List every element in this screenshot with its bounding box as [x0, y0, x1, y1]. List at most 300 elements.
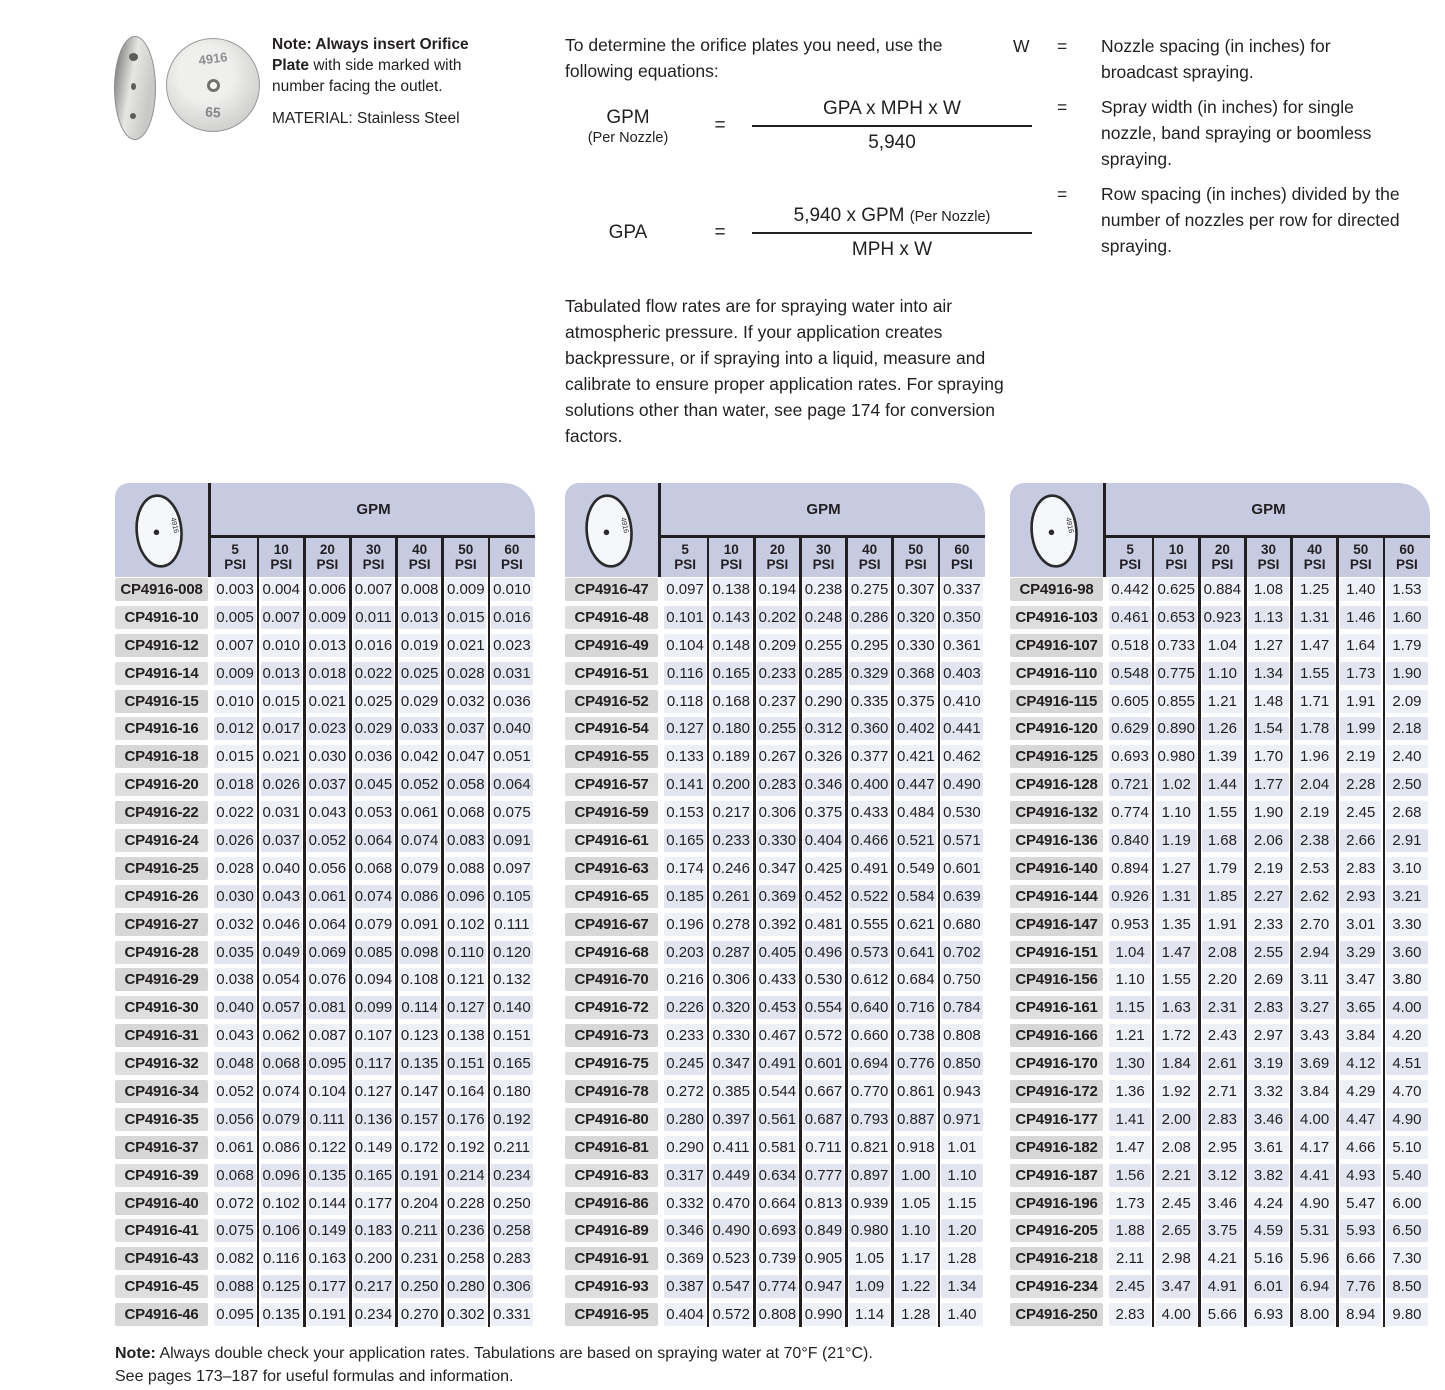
psi-column-header: 30 PSI — [362, 542, 385, 573]
gpm-value: 0.258 — [445, 1247, 486, 1270]
table-row — [115, 1080, 535, 1103]
gpm-value: 0.191 — [399, 1164, 440, 1187]
table-row — [565, 606, 985, 629]
gpm-value: 0.083 — [445, 829, 486, 852]
gpm-value: 0.102 — [445, 913, 486, 936]
gpm-value: 3.84 — [1340, 1024, 1381, 1047]
gpm-value: 0.421 — [895, 745, 936, 768]
gpm-value: 0.028 — [214, 857, 255, 880]
gpm-value: 0.068 — [214, 1164, 255, 1187]
gpm-value: 0.151 — [445, 1052, 486, 1075]
gpm-value: 3.69 — [1294, 1052, 1335, 1075]
part-number: CP4916-250 — [1010, 1303, 1103, 1326]
part-number: CP4916-120 — [1010, 717, 1103, 740]
gpm-value: 0.711 — [803, 1136, 844, 1159]
gpm-value: 0.403 — [941, 662, 982, 685]
gpm-value: 0.102 — [261, 1192, 302, 1215]
table-row — [565, 1275, 985, 1298]
gpm-value: 0.015 — [261, 690, 302, 713]
gpm-value: 0.017 — [261, 717, 302, 740]
gpm-value: 0.185 — [664, 885, 705, 908]
gpm-value: 2.98 — [1156, 1247, 1197, 1270]
gpm-value: 1.64 — [1340, 634, 1381, 657]
part-number: CP4916-125 — [1010, 745, 1103, 768]
gpm-value: 0.346 — [803, 773, 844, 796]
gpm-value: 0.007 — [261, 606, 302, 629]
part-number: CP4916-144 — [1010, 885, 1103, 908]
part-number: CP4916-29 — [115, 968, 208, 991]
gpm-value: 2.69 — [1248, 968, 1289, 991]
gpm-value: 3.75 — [1202, 1219, 1243, 1242]
part-number: CP4916-52 — [565, 690, 658, 713]
gpm-value: 0.135 — [307, 1164, 348, 1187]
gpm-value: 0.739 — [757, 1247, 798, 1270]
gpm-value: 0.211 — [399, 1219, 440, 1242]
gpm-value: 0.278 — [711, 913, 752, 936]
gpm-value: 0.897 — [849, 1164, 890, 1187]
gpm-value: 0.047 — [445, 745, 486, 768]
table-row — [565, 941, 985, 964]
gpm-value: 0.280 — [664, 1108, 705, 1131]
gpm-value: 3.01 — [1340, 913, 1381, 936]
gpm-value: 0.855 — [1156, 690, 1197, 713]
gpm-value: 0.040 — [214, 996, 255, 1019]
part-number: CP4916-95 — [565, 1303, 658, 1326]
psi-column-header: 40 PSI — [408, 542, 431, 573]
gpm-value: 2.68 — [1386, 801, 1427, 824]
per-nozzle-label: (Per Nozzle) — [587, 129, 669, 146]
gpm-value: 0.402 — [895, 717, 936, 740]
gpm-value: 0.496 — [803, 941, 844, 964]
plate-side-view — [114, 36, 156, 140]
gpm-value: 3.46 — [1202, 1192, 1243, 1215]
gpm-value: 0.074 — [353, 885, 394, 908]
part-number: CP4916-156 — [1010, 968, 1103, 991]
part-number: CP4916-45 — [115, 1275, 208, 1298]
gpm-value: 0.572 — [711, 1303, 752, 1326]
gpm-value: 0.138 — [445, 1024, 486, 1047]
gpm-value: 0.462 — [941, 745, 982, 768]
gpm-value: 0.267 — [757, 745, 798, 768]
gpm-value: 0.013 — [399, 606, 440, 629]
gpm-value: 1.91 — [1202, 913, 1243, 936]
gpm-value: 0.140 — [491, 996, 532, 1019]
gpm-value: 0.177 — [307, 1275, 348, 1298]
gpm-value: 0.168 — [711, 690, 752, 713]
gpm-value: 0.045 — [353, 773, 394, 796]
gpm-value: 0.275 — [849, 578, 890, 601]
gpm-value: 0.037 — [307, 773, 348, 796]
gpm-column-group-header: GPM — [1251, 500, 1286, 518]
gpm-value: 2.19 — [1294, 801, 1335, 824]
table-row — [1010, 829, 1430, 852]
gpm-value: 0.016 — [491, 606, 532, 629]
table-row — [115, 1192, 535, 1215]
table-row — [115, 1303, 535, 1326]
gpa-equation-lhs — [568, 222, 688, 244]
gpm-value: 0.053 — [353, 801, 394, 824]
gpm-value: 0.953 — [1109, 913, 1150, 936]
gpm-value: 0.890 — [1156, 717, 1197, 740]
gpm-value: 0.693 — [1109, 745, 1150, 768]
table-row — [115, 745, 535, 768]
gpm-value: 0.163 — [307, 1247, 348, 1270]
gpm-value: 3.84 — [1294, 1080, 1335, 1103]
table-header — [1010, 483, 1430, 577]
gpm-value: 0.048 — [214, 1052, 255, 1075]
psi-column-header: 10 PSI — [720, 542, 743, 573]
gpm-value: 1.40 — [1340, 578, 1381, 601]
gpm-value: 0.122 — [307, 1136, 348, 1159]
gpm-value: 1.47 — [1109, 1136, 1150, 1159]
gpm-value: 0.234 — [353, 1303, 394, 1326]
part-number: CP4916-107 — [1010, 634, 1103, 657]
gpm-value: 0.347 — [711, 1052, 752, 1075]
gpm-value: 1.27 — [1248, 634, 1289, 657]
gpm-value: 0.096 — [261, 1164, 302, 1187]
table-row — [115, 968, 535, 991]
column-divider — [1244, 535, 1247, 1327]
gpm-value: 0.172 — [399, 1136, 440, 1159]
table-row — [115, 1164, 535, 1187]
psi-column-header: 60 PSI — [951, 542, 973, 573]
gpm-value: 1.73 — [1109, 1192, 1150, 1215]
gpm-value: 0.330 — [757, 829, 798, 852]
gpm-value: 2.45 — [1340, 801, 1381, 824]
gpm-value: 0.347 — [757, 857, 798, 880]
part-number: CP4916-26 — [115, 885, 208, 908]
gpm-value: 0.005 — [214, 606, 255, 629]
gpm-value: 6.00 — [1386, 1192, 1427, 1215]
gpm-value: 0.894 — [1109, 857, 1150, 880]
gpm-value: 0.025 — [353, 690, 394, 713]
gpm-value: 0.035 — [214, 941, 255, 964]
gpm-value: 3.19 — [1248, 1052, 1289, 1075]
gpm-value: 0.405 — [757, 941, 798, 964]
gpm-value: 0.052 — [399, 773, 440, 796]
gpm-value: 0.091 — [491, 829, 532, 852]
gpm-value: 2.83 — [1202, 1108, 1243, 1131]
gpm-value: 3.21 — [1386, 885, 1427, 908]
part-number: CP4916-20 — [115, 773, 208, 796]
gpm-value: 1.55 — [1202, 801, 1243, 824]
gpm-value: 0.022 — [353, 662, 394, 685]
gpm-value: 0.165 — [491, 1052, 532, 1075]
gpm-value: 0.106 — [261, 1219, 302, 1242]
gpm-value: 1.60 — [1386, 606, 1427, 629]
psi-column-header: 40 PSI — [858, 542, 881, 573]
gpm-value: 0.721 — [1109, 773, 1150, 796]
part-number: CP4916-93 — [565, 1275, 658, 1298]
table-row — [115, 1024, 535, 1047]
gpm-value: 0.306 — [757, 801, 798, 824]
gpm-value: 0.194 — [757, 578, 798, 601]
gpm-value: 0.191 — [307, 1303, 348, 1326]
equals-sign: = — [1057, 36, 1068, 56]
gpm-value: 0.061 — [399, 801, 440, 824]
gpm-value: 0.280 — [445, 1275, 486, 1298]
gpm-value: 0.217 — [711, 801, 752, 824]
gpm-value: 0.068 — [261, 1052, 302, 1075]
orifice-plate-icon — [1018, 489, 1098, 573]
gpm-value: 2.93 — [1340, 885, 1381, 908]
part-number: CP4916-65 — [565, 885, 658, 908]
gpm-value: 0.043 — [307, 801, 348, 824]
gpm-value: 1.26 — [1202, 717, 1243, 740]
gpm-value: 0.634 — [757, 1164, 798, 1187]
part-number: CP4916-161 — [1010, 996, 1103, 1019]
gpm-value: 1.92 — [1156, 1080, 1197, 1103]
gpm-value: 2.94 — [1294, 941, 1335, 964]
gpm-value: 0.098 — [399, 941, 440, 964]
gpm-value: 0.036 — [353, 745, 394, 768]
gpm-value: 0.013 — [261, 662, 302, 685]
gpm-value: 0.467 — [757, 1024, 798, 1047]
gpm-value: 0.003 — [214, 578, 255, 601]
gpm-value: 0.918 — [895, 1136, 936, 1159]
table-row — [115, 773, 535, 796]
gpm-value: 0.605 — [1109, 690, 1150, 713]
gpm-value: 4.17 — [1294, 1136, 1335, 1159]
gpm-value: 1.15 — [941, 1192, 982, 1215]
gpm-value: 1.44 — [1202, 773, 1243, 796]
insert-note — [272, 34, 490, 97]
psi-column-header: 10 PSI — [1165, 542, 1188, 573]
gpm-value: 1.21 — [1202, 690, 1243, 713]
gpm-value: 0.980 — [849, 1219, 890, 1242]
gpm-value: 0.095 — [214, 1303, 255, 1326]
part-number: CP4916-75 — [565, 1052, 658, 1075]
gpm-value: 0.165 — [353, 1164, 394, 1187]
gpm-value: 0.015 — [214, 745, 255, 768]
orifice-plates-photo — [108, 30, 258, 142]
part-number: CP4916-182 — [1010, 1136, 1103, 1159]
gpa-numerator-note: (Per Nozzle) — [909, 209, 991, 225]
table-row — [1010, 1108, 1430, 1131]
gpm-value: 0.490 — [711, 1219, 752, 1242]
table-row — [565, 829, 985, 852]
gpm-value: 0.470 — [711, 1192, 752, 1215]
psi-column-header: 5 PSI — [1119, 542, 1141, 573]
gpm-value: 0.010 — [261, 634, 302, 657]
gpm-value: 0.861 — [895, 1080, 936, 1103]
gpm-value: 0.057 — [261, 996, 302, 1019]
gpm-value: 5.16 — [1248, 1247, 1289, 1270]
gpm-value: 1.05 — [849, 1247, 890, 1270]
table-row — [115, 829, 535, 852]
gpm-value: 3.47 — [1340, 968, 1381, 991]
gpm-value: 4.66 — [1340, 1136, 1381, 1159]
gpm-value: 1.10 — [941, 1164, 982, 1187]
gpm-value: 0.530 — [941, 801, 982, 824]
gpm-value: 0.133 — [664, 745, 705, 768]
table-row — [115, 634, 535, 657]
gpm-value: 2.19 — [1248, 857, 1289, 880]
gpm-value: 2.38 — [1294, 829, 1335, 852]
gpm-value: 4.91 — [1202, 1275, 1243, 1298]
gpm-value: 0.228 — [445, 1192, 486, 1215]
gpm-value: 0.346 — [664, 1219, 705, 1242]
table-row — [115, 941, 535, 964]
svg-text:4916: 4916 — [618, 516, 632, 534]
table-row — [115, 578, 535, 601]
gpm-value: 2.40 — [1386, 745, 1427, 768]
part-number: CP4916-008 — [115, 578, 208, 601]
gpm-value: 0.099 — [353, 996, 394, 1019]
orifice-plate-icon — [573, 489, 653, 573]
gpm-value: 0.285 — [803, 662, 844, 685]
column-divider — [441, 535, 444, 1327]
gpm-value: 0.375 — [895, 690, 936, 713]
part-number: CP4916-177 — [1010, 1108, 1103, 1131]
table-row — [1010, 941, 1430, 964]
table-row — [565, 690, 985, 713]
gpm-value: 0.442 — [1109, 578, 1150, 601]
part-number: CP4916-68 — [565, 941, 658, 964]
gpm-value: 0.484 — [895, 801, 936, 824]
gpm-value: 0.072 — [214, 1192, 255, 1215]
gpm-value: 0.601 — [941, 857, 982, 880]
table-row — [565, 885, 985, 908]
gpm-value: 0.410 — [941, 690, 982, 713]
footer-line-1 — [115, 1342, 1065, 1365]
gpm-value: 0.174 — [664, 857, 705, 880]
gpm-value: 5.31 — [1294, 1219, 1335, 1242]
gpm-value: 0.135 — [399, 1052, 440, 1075]
gpm-value: 1.85 — [1202, 885, 1243, 908]
gpm-value: 3.30 — [1386, 913, 1427, 936]
psi-column-header: 20 PSI — [316, 542, 339, 573]
gpm-value: 1.01 — [941, 1136, 982, 1159]
equals-sign: = — [714, 222, 726, 243]
gpm-value: 0.004 — [261, 578, 302, 601]
part-number: CP4916-205 — [1010, 1219, 1103, 1242]
gpm-value: 2.45 — [1156, 1192, 1197, 1215]
table-row — [565, 634, 985, 657]
gpm-value: 0.572 — [803, 1024, 844, 1047]
gpm-value: 4.41 — [1294, 1164, 1335, 1187]
gpm-value: 0.667 — [803, 1080, 844, 1103]
gpm-value: 0.095 — [307, 1052, 348, 1075]
gpm-value: 1.56 — [1109, 1164, 1150, 1187]
gpm-value: 0.255 — [803, 634, 844, 657]
gpm-value: 2.66 — [1340, 829, 1381, 852]
gpm-value: 9.80 — [1386, 1303, 1427, 1326]
gpm-value: 0.231 — [399, 1247, 440, 1270]
table-row — [565, 773, 985, 796]
gpm-value: 0.125 — [261, 1275, 302, 1298]
gpm-value: 0.523 — [711, 1247, 752, 1270]
table-row — [565, 745, 985, 768]
gpm-value: 0.943 — [941, 1080, 982, 1103]
gpm-value: 0.491 — [757, 1052, 798, 1075]
gpm-value: 0.971 — [941, 1108, 982, 1131]
svg-text:4916: 4916 — [168, 516, 182, 534]
gpm-value: 3.61 — [1248, 1136, 1289, 1159]
gpm-value: 0.056 — [214, 1108, 255, 1131]
table-row — [1010, 1136, 1430, 1159]
gpm-value: 0.061 — [307, 885, 348, 908]
gpm-value: 0.136 — [353, 1108, 394, 1131]
gpm-value: 0.037 — [261, 829, 302, 852]
gpm-value: 2.83 — [1340, 857, 1381, 880]
gpm-value: 2.08 — [1202, 941, 1243, 964]
part-number: CP4916-70 — [565, 968, 658, 991]
part-number: CP4916-34 — [115, 1080, 208, 1103]
gpm-value: 0.177 — [353, 1192, 394, 1215]
footer-line-2: See pages 173–187 for useful formulas and information. — [115, 1368, 514, 1385]
gpm-value: 0.110 — [445, 941, 486, 964]
gpm-value: 0.116 — [664, 662, 705, 685]
table-row — [115, 857, 535, 880]
gpm-value: 1.40 — [941, 1303, 982, 1326]
part-number: CP4916-128 — [1010, 773, 1103, 796]
gpa-numerator — [752, 205, 1032, 234]
gpm-value: 0.905 — [803, 1247, 844, 1270]
column-divider — [257, 535, 260, 1327]
gpm-value: 0.075 — [214, 1219, 255, 1242]
gpm-value: 0.521 — [895, 829, 936, 852]
gpm-value: 6.01 — [1248, 1275, 1289, 1298]
gpa-denominator: MPH x W — [851, 239, 933, 260]
part-number: CP4916-63 — [565, 857, 658, 880]
gpm-value: 0.392 — [757, 913, 798, 936]
gpm-value: 6.94 — [1294, 1275, 1335, 1298]
gpm-value: 0.295 — [849, 634, 890, 657]
gpm-value: 0.192 — [445, 1136, 486, 1159]
gpm-value: 0.097 — [664, 578, 705, 601]
gpm-value: 0.306 — [711, 968, 752, 991]
gpm-value: 0.076 — [307, 968, 348, 991]
table-row — [115, 690, 535, 713]
psi-column-header: 60 PSI — [1396, 542, 1418, 573]
gpm-value: 2.19 — [1340, 745, 1381, 768]
part-number: CP4916-98 — [1010, 578, 1103, 601]
gpm-value: 0.641 — [895, 941, 936, 964]
gpm-value: 0.330 — [895, 634, 936, 657]
gpm-value: 0.369 — [757, 885, 798, 908]
part-number: CP4916-51 — [565, 662, 658, 685]
orifice-hole — [207, 79, 220, 92]
gpm-value: 7.76 — [1340, 1275, 1381, 1298]
part-number: CP4916-196 — [1010, 1192, 1103, 1215]
gpm-column-group-header: GPM — [806, 500, 841, 518]
gpm-value: 0.069 — [307, 941, 348, 964]
gpm-value: 0.007 — [353, 578, 394, 601]
part-number: CP4916-24 — [115, 829, 208, 852]
gpm-value: 0.287 — [711, 941, 752, 964]
part-number: CP4916-39 — [115, 1164, 208, 1187]
material-line: MATERIAL: Stainless Steel — [272, 110, 460, 127]
gpm-value: 0.411 — [711, 1136, 752, 1159]
gpm-value: 1.08 — [1248, 578, 1289, 601]
gpm-value: 0.064 — [491, 773, 532, 796]
gpm-value: 3.47 — [1156, 1275, 1197, 1298]
gpm-value: 0.385 — [711, 1080, 752, 1103]
part-number: CP4916-40 — [115, 1192, 208, 1215]
footer-note — [115, 1342, 1065, 1388]
psi-column-header: 50 PSI — [454, 542, 477, 573]
gpm-value: 0.086 — [261, 1136, 302, 1159]
gpm-value: 0.702 — [941, 941, 982, 964]
gpm-value: 1.20 — [941, 1219, 982, 1242]
gpm-value: 4.90 — [1294, 1192, 1335, 1215]
gpm-value: 0.054 — [261, 968, 302, 991]
column-divider — [1336, 535, 1339, 1327]
table-row — [115, 1219, 535, 1242]
gpm-value: 0.612 — [849, 968, 890, 991]
gpm-value: 1.10 — [1109, 968, 1150, 991]
